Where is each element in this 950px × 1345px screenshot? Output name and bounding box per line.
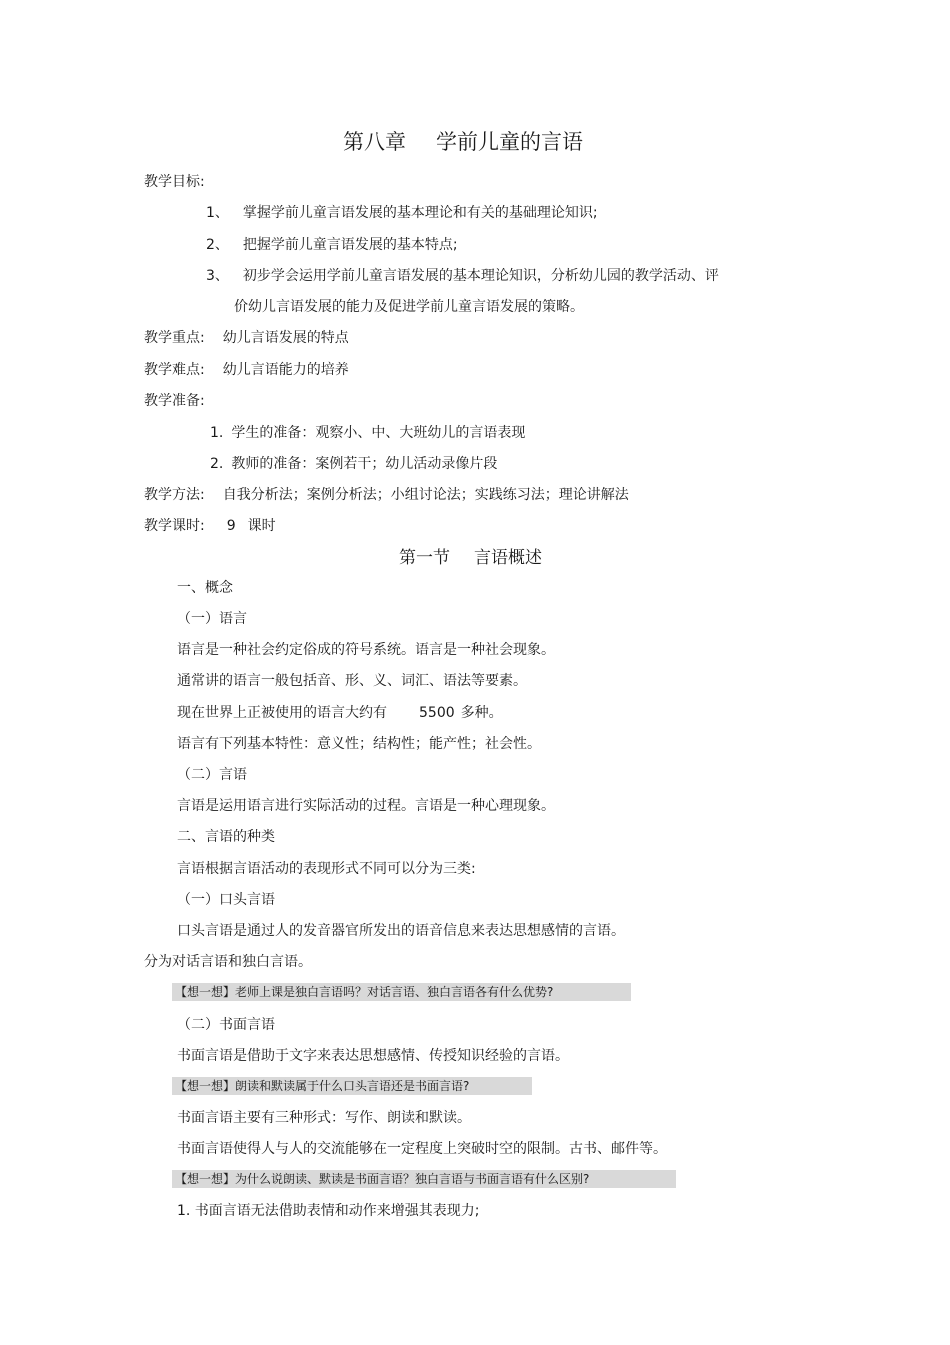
paragraph: 通常讲的语言一般包括音、形、义、词汇、语法等要素。 [177, 673, 527, 689]
paragraph: 1. 书面言语无法借助表情和动作来增强其表现力; [177, 1203, 480, 1219]
hours-label: 教学课时: [144, 518, 205, 534]
chapter-number: 第八章 [343, 130, 406, 154]
hours-unit: 课时 [247, 518, 276, 534]
paragraph: 书面言语是借助于文字来表达思想感情、传授知识经验的言语。 [177, 1048, 569, 1064]
difficulty-text: 幼儿言语能力的培养 [222, 362, 349, 378]
objective-text: 初步学会运用学前儿童言语发展的基本理论知识，分析幼儿园的教学活动、评 [242, 268, 719, 284]
section-title [399, 546, 542, 570]
difficulty-label: 教学难点: [144, 362, 205, 378]
methods [144, 485, 629, 505]
preparation-num: 2. [210, 456, 224, 472]
subheading-oral-speech: （一）口头言语 [177, 892, 275, 908]
preparation-item-1 [210, 423, 525, 443]
heading-speech-types: 二、言语的种类 [177, 829, 275, 845]
subheading-speech: （二）言语 [177, 767, 247, 783]
subheading-language: （一）语言 [177, 611, 247, 627]
preparation-text: 教师的准备：案例若干；幼儿活动录像片段 [231, 456, 498, 472]
methods-text: 自我分析法；案例分析法；小组讨论法；实践练习法；理论讲解法 [222, 487, 629, 503]
hours-value: 9 [226, 518, 236, 534]
paragraph: 分为对话言语和独白言语。 [144, 954, 312, 970]
paragraph-text: 多种。 [460, 705, 503, 721]
preparation-text: 学生的准备：观察小、中、大班幼儿的言语表现 [231, 425, 526, 441]
subheading-written-speech: （二）书面言语 [177, 1017, 275, 1033]
section-number: 第一节 [399, 548, 450, 568]
objectives-label: 教学目标: [144, 174, 205, 190]
objective-num: 3、 [206, 268, 229, 284]
methods-label: 教学方法: [144, 487, 205, 503]
think-box: 【想一想】朗读和默读属于什么口头言语还是书面言语? [172, 1077, 532, 1095]
preparation-num: 1. [210, 425, 224, 441]
difficulty [144, 360, 349, 380]
key-point-label: 教学重点: [144, 330, 205, 346]
paragraph [177, 703, 503, 723]
objective-text: 掌握学前儿童言语发展的基本理论和有关的基础理论知识; [242, 205, 598, 221]
heading-concepts: 一、概念 [177, 580, 233, 596]
key-point [144, 328, 349, 348]
think-box: 【想一想】老师上课是独白言语吗？对话言语、独白言语各有什么优势? [172, 983, 631, 1001]
paragraph: 书面言语使得人与人的交流能够在一定程度上突破时空的限制。古书、邮件等。 [177, 1141, 667, 1157]
key-point-text: 幼儿言语发展的特点 [222, 330, 349, 346]
objective-num: 1、 [206, 205, 229, 221]
language-count: 5500 [419, 705, 455, 721]
paragraph: 语言有下列基本特性：意义性；结构性；能产性；社会性。 [177, 736, 541, 752]
objective-item-3 [206, 266, 719, 286]
paragraph-text: 现在世界上正被使用的语言大约有 [177, 705, 387, 721]
section-name: 言语概述 [474, 548, 542, 568]
paragraph: 言语根据言语活动的表现形式不同可以分为三类: [177, 861, 476, 877]
objective-num: 2、 [206, 237, 229, 253]
objective-item-3-continued: 价幼儿言语发展的能力及促进学前儿童言语发展的策略。 [234, 299, 584, 315]
chapter-name: 学前儿童的言语 [436, 130, 583, 154]
objective-item-2 [206, 235, 458, 255]
paragraph: 书面言语主要有三种形式：写作、朗读和默读。 [177, 1110, 471, 1126]
objective-text: 把握学前儿童言语发展的基本特点; [242, 237, 458, 253]
paragraph: 口头言语是通过人的发音器官所发出的语音信息来表达思想感情的言语。 [177, 923, 625, 939]
paragraph: 言语是运用语言进行实际活动的过程。言语是一种心理现象。 [177, 798, 555, 814]
think-box: 【想一想】为什么说朗读、默读是书面言语？独白言语与书面言语有什么区别? [172, 1170, 676, 1188]
preparation-item-2 [210, 454, 497, 474]
objective-item-1 [206, 203, 598, 223]
paragraph: 语言是一种社会约定俗成的符号系统。语言是一种社会现象。 [177, 642, 555, 658]
preparation-label: 教学准备: [144, 393, 205, 409]
chapter-title [343, 128, 583, 156]
hours [144, 516, 276, 536]
